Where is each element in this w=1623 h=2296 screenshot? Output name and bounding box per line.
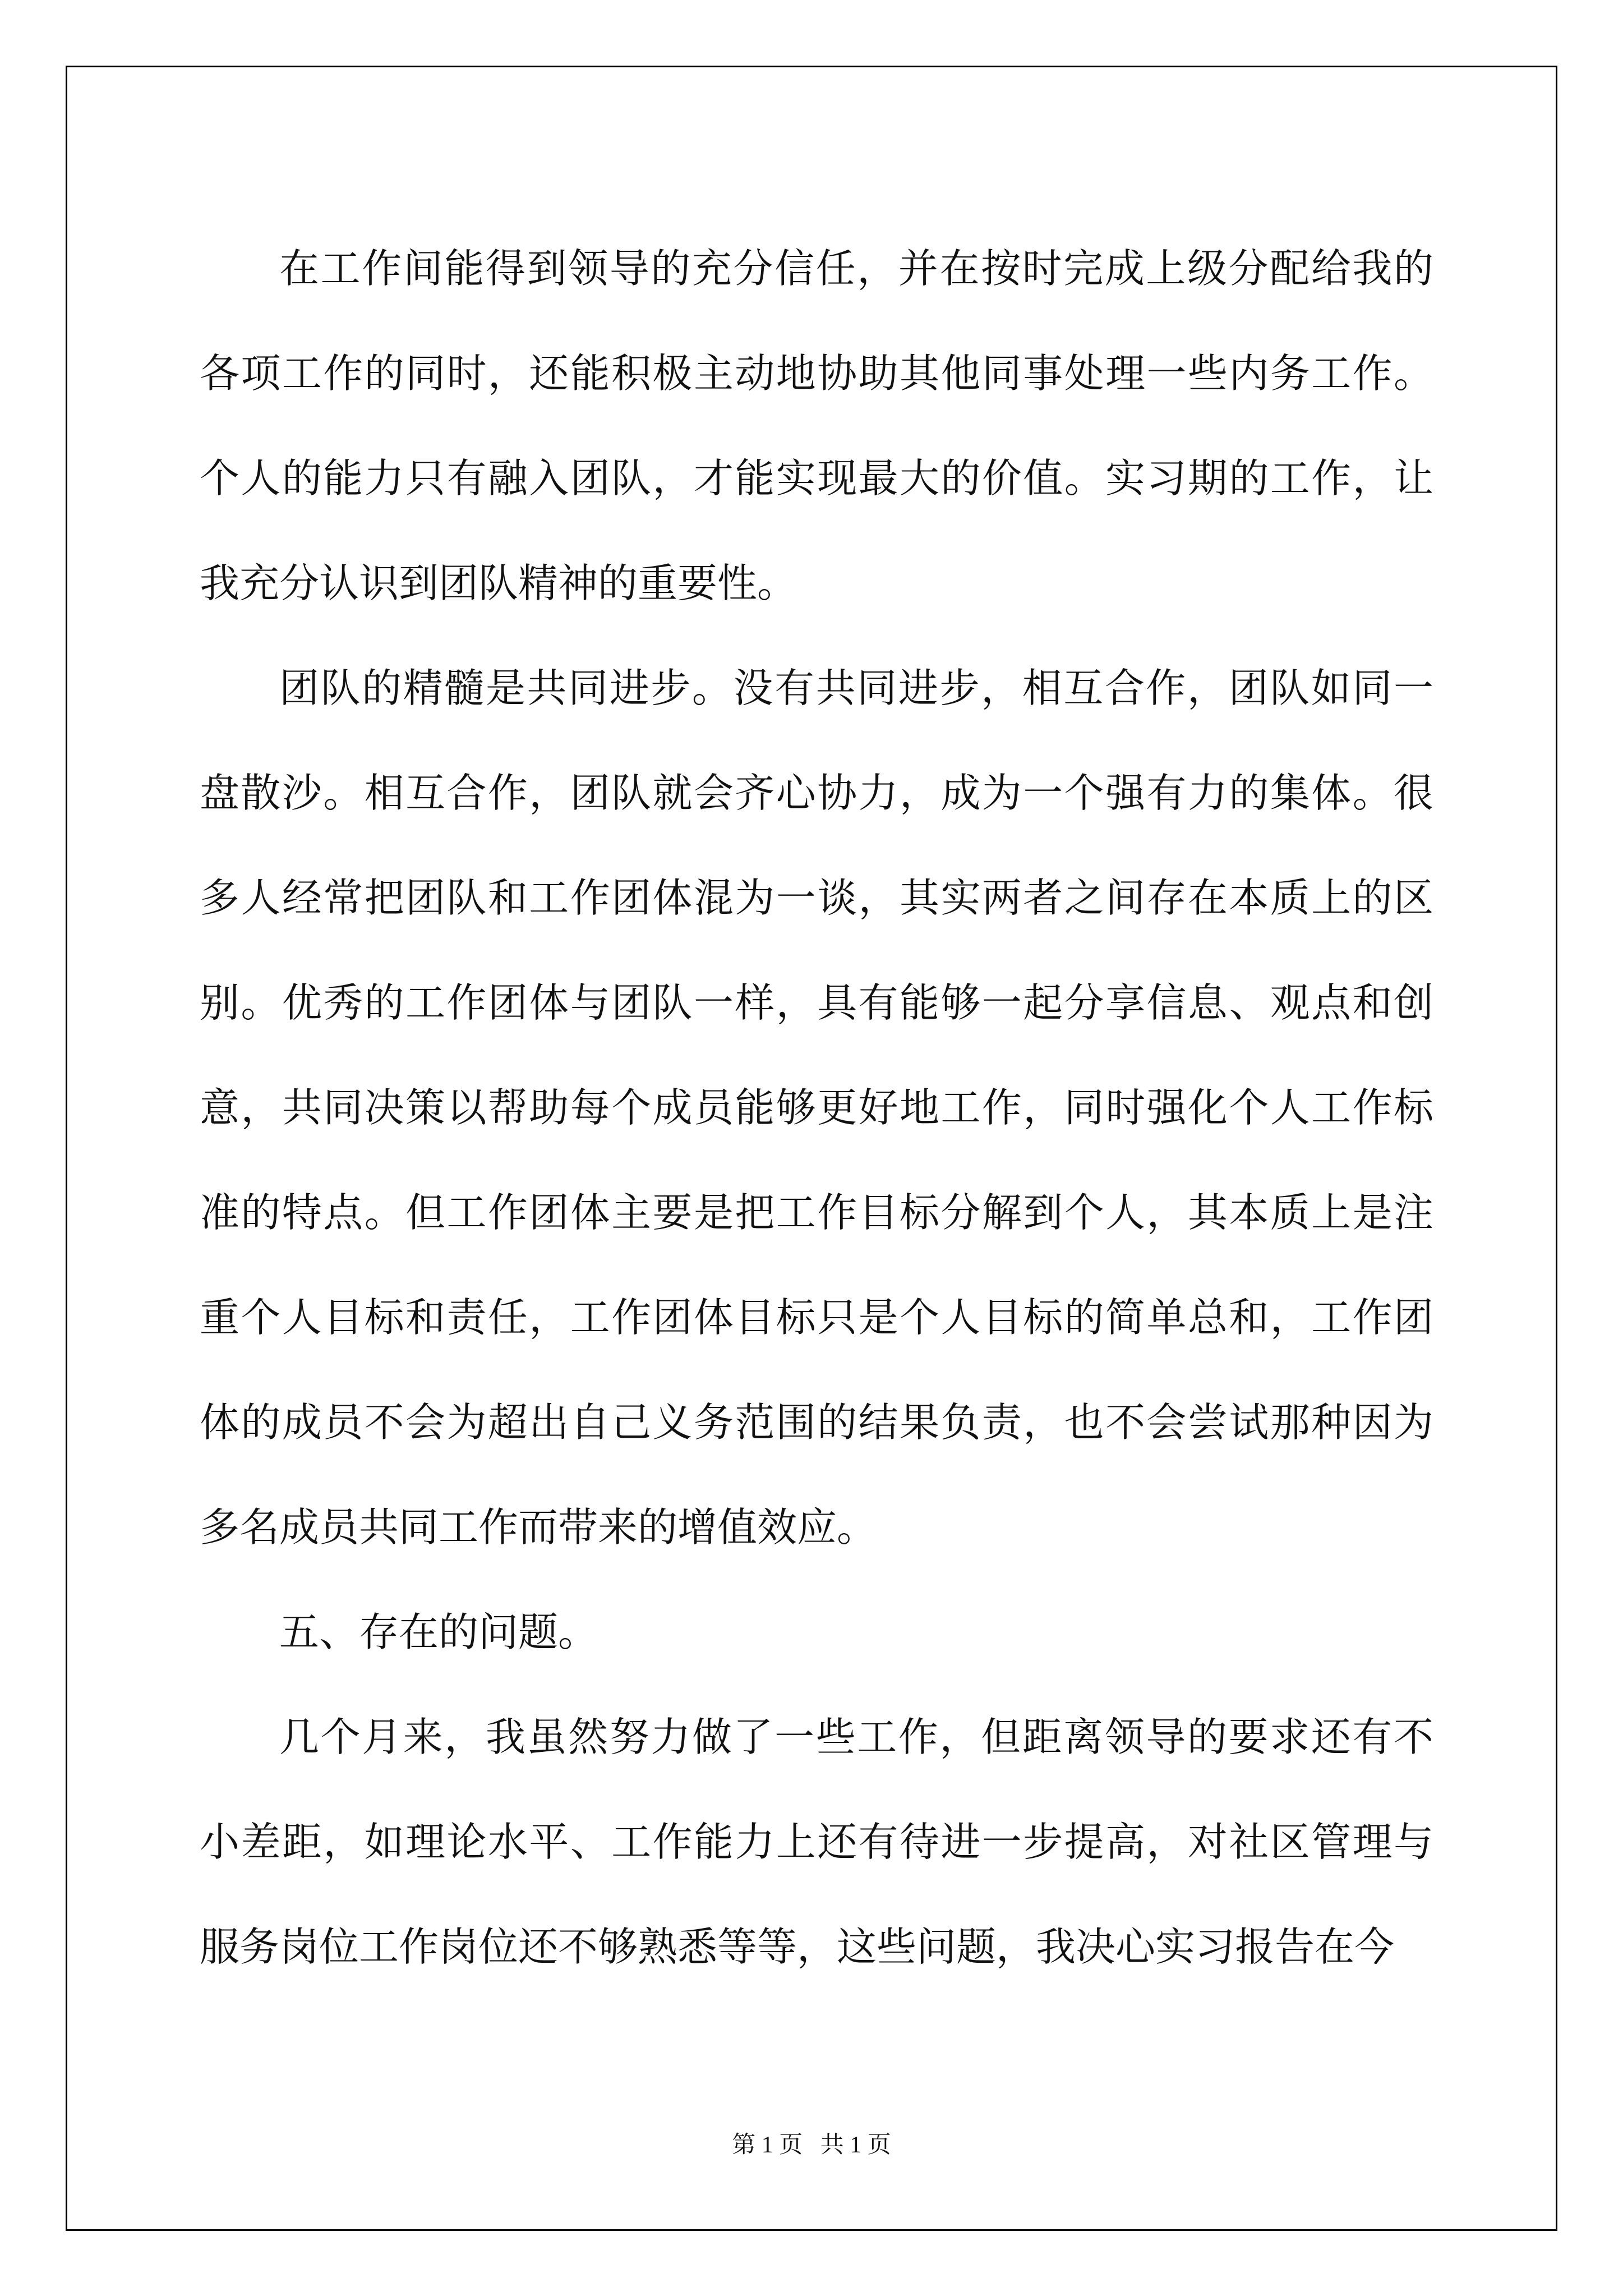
paragraph-3: 几个月来，我虽然努力做了一些工作，但距离领导的要求还有不小差距，如理论水平、工作能力上还有待进一步提高，对社区管理与服务岗位工作岗位还不够熟悉等等，这些问题，我决心实习报告在今: [200, 1714, 1433, 1970]
page-total: 共 1 页: [820, 2132, 891, 2158]
paragraph-1: 在工作间能得到领导的充分信任，并在按时完成上级分配给我的各项工作的同时，还能积极主动地协助其他同事处理一些内务工作。个人的能力只有融入团队，才能实现最大的价值。实习期的工作，让我充分认识到团队精神的重要性。: [200, 245, 1433, 606]
paragraph-2: 团队的精髓是共同进步。没有共同进步，相互合作，团队如同一盘散沙。相互合作，团队就会齐心协力，成为一个强有力的集体。很多人经常把团队和工作团体混为一谈，其实两者之间存在本质上的区别。优秀的工作团体与团队一样，具有能够一起分享信息、观点和创意，共同决策以帮助每个成员能够更好地工作，同时强化个人工作标准的特点。但工作团体主要是把工作目标分解到个人，其本质上是注重个人目标和责任，工作团体目标只是个人目标的简单总和，工作团体的成员不会为超出自己义务范围的结果负责，也不会尝试那种因为多名成员共同工作而带来的增值效应。: [200, 665, 1433, 1550]
page-number: 第 1 页: [732, 2132, 803, 2158]
section-heading-problems: 五、存在的问题。: [279, 1609, 598, 1655]
document-body: [200, 216, 1433, 1999]
page-footer: [0, 2126, 1623, 2160]
